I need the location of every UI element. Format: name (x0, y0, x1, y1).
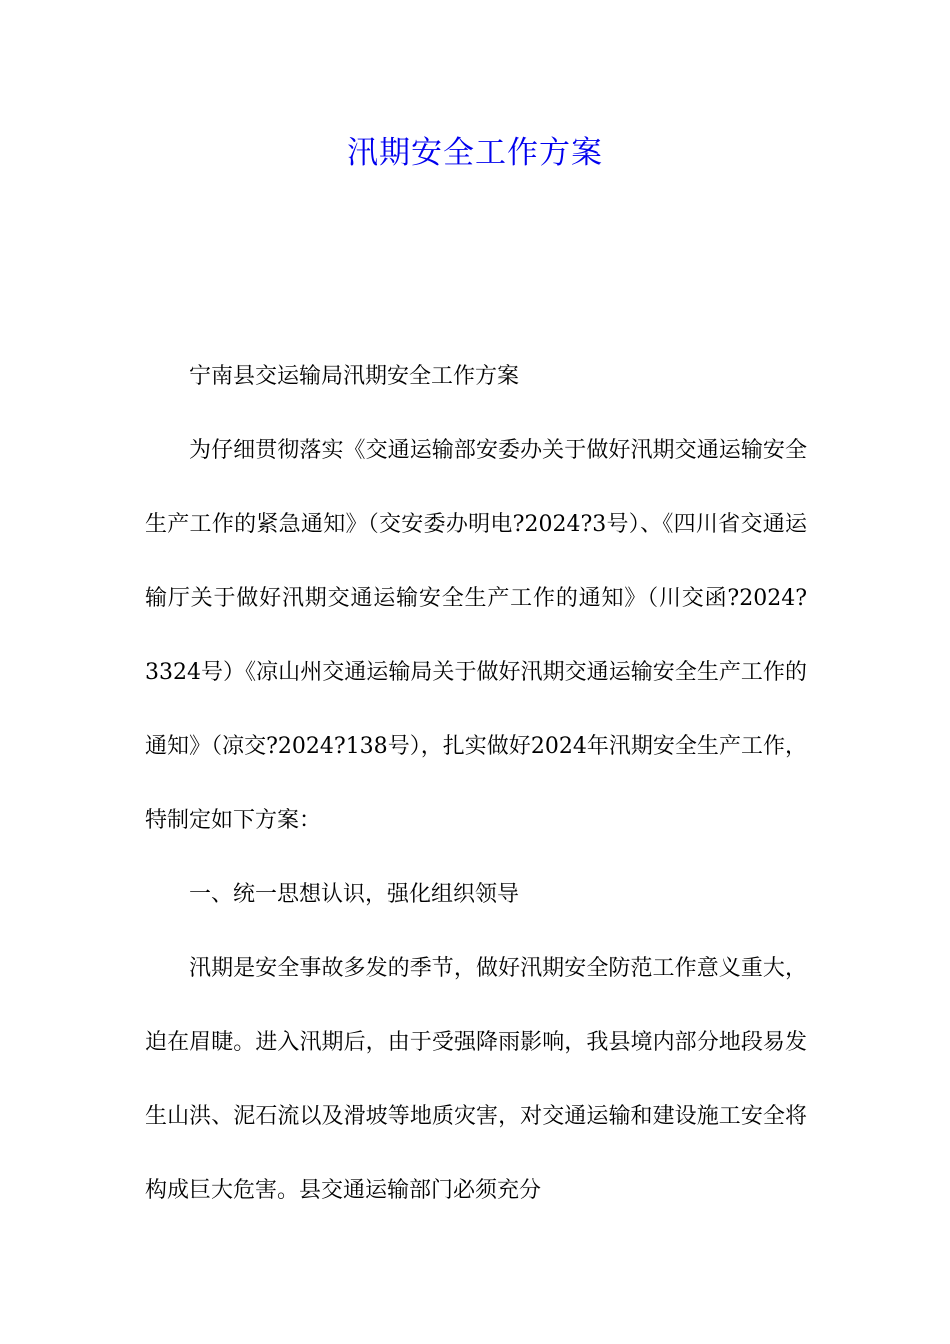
document-title: 汛期安全工作方案 (347, 135, 603, 171)
paragraph-section-1: 汛期是安全事故多发的季节，做好汛期安全防范工作意义重大，迫在眉睫。进入汛期后，由于受强降雨影响，我县境内部分地段易发生山洪、泥石流以及滑坡等地质灾害，对交通运输和建设施工安全将构成巨大危害。县交通运输部门必须充分 (145, 956, 807, 1203)
document-body (145, 340, 807, 1228)
paragraph-intro: 为仔细贯彻落实《交通运输部安委办关于做好汛期交通运输安全生产工作的紧急通知》（交安委办明电?2024?3号）、《四川省交通运输厅关于做好汛期交通运输安全生产工作的通知》（川交函?2024?3324号）《凉山州交通运输局关于做好汛期交通运输安全生产工作的通知》（凉交?2024?138号），扎实做好2024年汛期安全生产工作，特制定如下方案： (145, 438, 807, 833)
section-heading-1: 一、统一思想认识，强化组织领导 (189, 882, 520, 907)
paragraph-subtitle: 宁南县交运输局汛期安全工作方案 (189, 364, 520, 389)
